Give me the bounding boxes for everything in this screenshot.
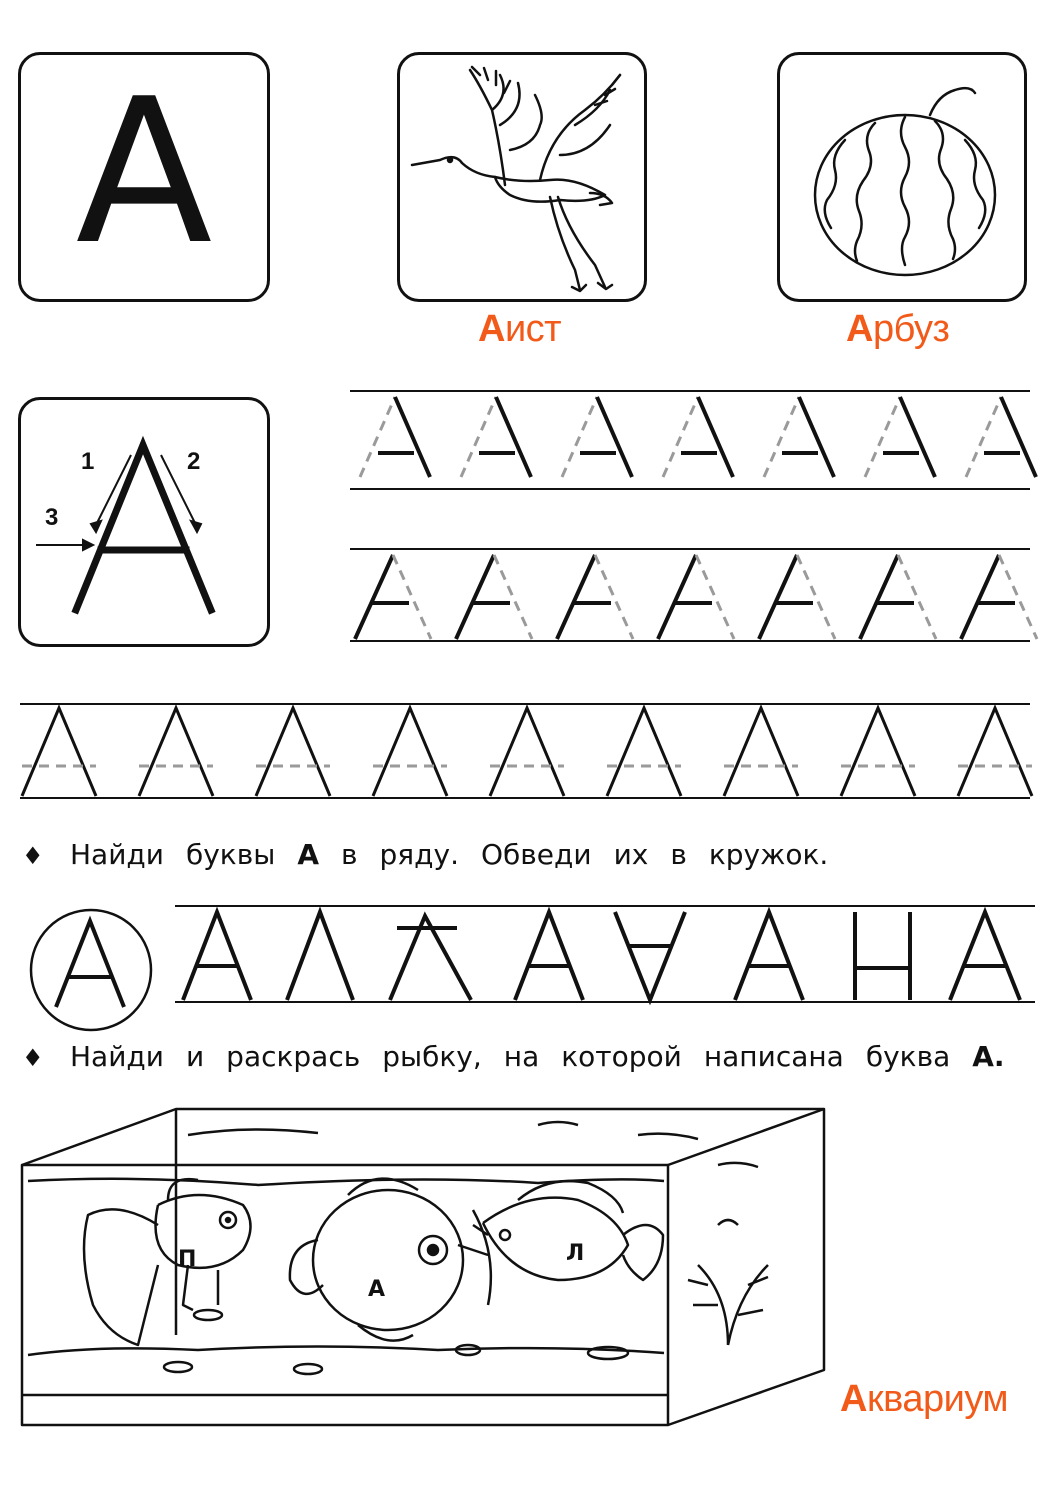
- tracing-letter-stroke: [799, 397, 834, 477]
- step-2-label: 2: [187, 448, 201, 475]
- tracing-letter-stroke: [496, 397, 531, 477]
- fish-label-a[interactable]: А: [368, 1277, 386, 1302]
- tracing-letter-dashed-stroke: [494, 555, 532, 639]
- tracing-letter-outline: [607, 708, 681, 796]
- step-1-label: 1: [81, 448, 95, 475]
- task1-word: кружок.: [708, 838, 829, 871]
- tracing-letter-stroke: [597, 397, 632, 477]
- task1-word: Обведи: [480, 838, 592, 871]
- task2-word: буква: [865, 1040, 951, 1073]
- tracing-letter-stroke: [698, 397, 733, 477]
- tracing-letter-dashed-stroke: [764, 397, 799, 477]
- circled-example: [16, 895, 166, 1045]
- aquarium-caption-rest: квариум: [866, 1378, 1009, 1420]
- task2-word: написана: [703, 1040, 844, 1073]
- stroke-order-card: [18, 397, 270, 647]
- stork-caption-first: А: [478, 308, 505, 350]
- tracing-letter-dashed-stroke: [393, 555, 431, 639]
- tracing-letter-dashed-stroke: [696, 555, 734, 639]
- tracing-letter-stroke: [961, 555, 999, 639]
- task2-word: А.: [972, 1040, 1005, 1073]
- watermelon-caption-rest: рбуз: [872, 308, 950, 350]
- tracing-letter-dashed-stroke: [562, 397, 597, 477]
- tracing-letter-outline: [841, 708, 915, 796]
- stork-card: [397, 52, 647, 302]
- tracing-letter-dashed-stroke: [595, 555, 633, 639]
- tracing-letter-outline: [256, 708, 330, 796]
- tracing-letter-stroke: [900, 397, 935, 477]
- letter-h[interactable]: [855, 912, 910, 1000]
- letter-a[interactable]: [950, 912, 1020, 1000]
- task2-word: Найди: [70, 1040, 164, 1073]
- tracing-letter-stroke: [658, 555, 696, 639]
- stork-icon: [400, 55, 650, 305]
- watermelon-caption: [846, 308, 949, 351]
- stroke-order-letter: [21, 400, 273, 650]
- watermelon-caption-first: А: [846, 308, 873, 350]
- tracing-letter-dashed-stroke: [966, 397, 1001, 477]
- diamond-bullet-icon: ♦: [22, 1044, 44, 1072]
- watermelon-icon: [780, 55, 1030, 305]
- task-2-instruction: [22, 1040, 1027, 1073]
- step-3-label: 3: [45, 504, 59, 531]
- tracing-letter-outline: [724, 708, 798, 796]
- letter-card: [18, 52, 270, 302]
- task2-word: и: [185, 1040, 205, 1073]
- tracing-letter-outline: [490, 708, 564, 796]
- letter-find-row[interactable]: [175, 898, 1035, 1008]
- letter-a-inverted[interactable]: [615, 912, 685, 1000]
- tracing-letter-stroke: [355, 555, 393, 639]
- task1-word: их: [613, 838, 649, 871]
- letter-a[interactable]: [183, 912, 251, 1000]
- tracing-letter-dashed-stroke: [663, 397, 698, 477]
- tracing-letter-dashed-stroke: [797, 555, 835, 639]
- task-1-instruction: [22, 838, 850, 871]
- tracing-letter-dashed-stroke: [898, 555, 936, 639]
- fish-label-p[interactable]: П: [178, 1247, 197, 1272]
- letter-a[interactable]: [515, 912, 583, 1000]
- watermelon-card: [777, 52, 1027, 302]
- task1-word: Найди: [70, 838, 164, 871]
- tracing-letter-stroke: [557, 555, 595, 639]
- tracing-letter-stroke: [456, 555, 494, 639]
- fish-label-l[interactable]: Л: [566, 1241, 585, 1266]
- tracing-letter-dashed-stroke: [865, 397, 900, 477]
- aquarium-caption-first: А: [840, 1378, 867, 1420]
- tracing-letter-stroke: [860, 555, 898, 639]
- task2-word: рыбку,: [382, 1040, 482, 1073]
- tracing-letter-dashed-stroke: [461, 397, 496, 477]
- tracing-letter-stroke: [759, 555, 797, 639]
- tracing-letter-outline: [958, 708, 1032, 796]
- stork-caption: [478, 308, 561, 351]
- stork-caption-rest: ист: [504, 308, 562, 350]
- letter-a[interactable]: [735, 912, 803, 1000]
- aquarium-caption: [840, 1378, 1008, 1421]
- tracing-row-3: [20, 700, 1030, 810]
- letter-lambda[interactable]: [287, 912, 353, 1000]
- task2-word: на: [503, 1040, 540, 1073]
- tracing-letter-outline: [22, 708, 96, 796]
- task1-word: в: [341, 838, 358, 871]
- tracing-row-1: [350, 385, 1030, 505]
- diamond-bullet-icon: ♦: [22, 842, 44, 870]
- tracing-letter-dashed-stroke: [999, 555, 1037, 639]
- aquarium-illustration: [18, 1105, 838, 1435]
- tracing-letter-outline: [139, 708, 213, 796]
- tracing-letter-dashed-stroke: [360, 397, 395, 477]
- tracing-letter-stroke: [1001, 397, 1036, 477]
- task1-word: буквы: [185, 838, 276, 871]
- task1-word: А: [297, 838, 319, 871]
- task2-word: которой: [561, 1040, 682, 1073]
- task1-word: в: [670, 838, 687, 871]
- task1-word: ряду.: [379, 838, 459, 871]
- letter-a-bar-top[interactable]: [390, 916, 471, 1000]
- big-letter: А: [75, 56, 213, 289]
- tracing-row-2: [350, 543, 1030, 653]
- tracing-letter-outline: [373, 708, 447, 796]
- task2-word: раскрась: [226, 1040, 361, 1073]
- tracing-letter-stroke: [395, 397, 430, 477]
